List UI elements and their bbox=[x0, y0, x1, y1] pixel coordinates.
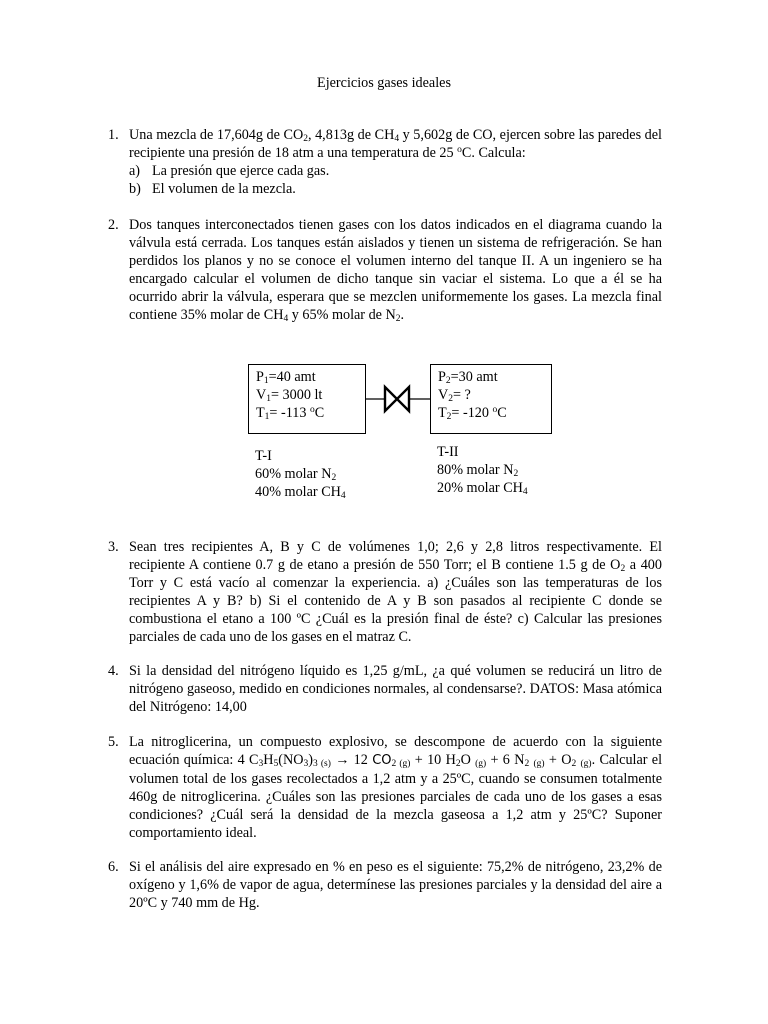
tank-2-temperature: $T_2= -120$ $^o$C bbox=[438, 405, 507, 422]
page-title: Ejercicios gases ideales bbox=[317, 75, 451, 91]
exercise-text: Sean tres recipientes A, B y C de volúmenes 1,0; 2,6 y 2,8 litros respectivamente. El recipiente A contiene 0.7 g de etano a presión de 550 Torr; el B contiene 1.5 g de $O_2$ a 400 Torr y C está vacío al comenzar la experiencia. a) ¿Cuáles son las temperaturas de los recipientes A y B? b) Si el contenido de A y B son pasados al recipiente C donde se combustiona el etano a 100 ºC ¿Cuál es la presión final de éste? c) Calcular las presiones parciales de cada uno de los gases en el matraz C. bbox=[129, 539, 662, 645]
exercise-5 bbox=[108, 733, 662, 842]
exercise-text: Una mezcla de 17,604g de $CO_2$, 4,813g de $CH_4$ y 5,602g de CO, ejercen sobre las paredes del recipiente una presión de 18 atm a una temperatura de 25 $^o$C. Calcula: a) La presión que ejerce cada gas. b) El volumen de la mezcla. bbox=[129, 127, 662, 197]
tank-1-ch4: 40% molar $CH_4$ bbox=[255, 484, 346, 501]
exercise-number: 2. bbox=[108, 217, 119, 233]
tank-2-composition bbox=[437, 443, 528, 497]
tank-1-name: T-I bbox=[255, 448, 272, 464]
sub-question-b: b) El volumen de la mezcla. bbox=[129, 181, 296, 197]
exercise-number: 4. bbox=[108, 663, 119, 679]
tank-2-n2: 80% molar $N_2$ bbox=[437, 462, 519, 479]
tank-2-name: T-II bbox=[437, 444, 459, 460]
exercise-text: Dos tanques interconectados tienen gases con los datos indicados en el diagrama cuando la válvula está cerrada. Los tanques están aislados y tienen un sistema de refrigeración. Se han perdidos los planos y no se conoce el volumen interno del tanque II. A un ingeniero se ha encargado calcular el volumen de dicho tanque sin vaciar el sistema. Lo que a él se ha ocurrido abrir la válvula, esperara que se mezclen uniformemente los gases. La mezcla final contiene 35% molar de $CH_4$ y 65% molar de $N_2$. bbox=[129, 217, 662, 324]
exercise-6 bbox=[108, 858, 662, 912]
exercise-text: Si la densidad del nitrógeno líquido es 1,25 g/mL, ¿a qué volumen se reducirá un litro de nitrógeno gaseoso, medido en condiciones normales, al condensarse?. DATOS: Masa atómica del Nitrógeno: 14,00 bbox=[129, 663, 662, 715]
exercise-number: 3. bbox=[108, 539, 119, 555]
tank-2-pressure: $P_2=30$ amt bbox=[438, 369, 498, 386]
exercise-3 bbox=[108, 538, 662, 646]
exercise-text: Si el análisis del aire expresado en % en peso es el siguiente: 75,2% de nitrógeno, 23,2% de oxígeno y 1,6% de vapor de agua, determínese las presiones parciales y la densidad del aire a 20ºC y 740 mm de Hg. bbox=[129, 859, 662, 911]
tank-1-pressure: $P_1=40$ amt bbox=[256, 369, 316, 386]
tank-1-temperature: $T_1= -113$ $^o$C bbox=[256, 405, 325, 422]
tank-2-volume: $V_2=$ ? bbox=[438, 387, 471, 404]
tank-2-ch4: 20% molar $CH_4$ bbox=[437, 480, 528, 497]
tank-1-composition bbox=[255, 447, 346, 501]
exercise-number: 5. bbox=[108, 734, 119, 750]
tank-1-n2: 60% molar $N_2$ bbox=[255, 466, 337, 483]
exercise-4 bbox=[108, 662, 662, 716]
exercise-number: 6. bbox=[108, 859, 119, 875]
sub-question-a: a) La presión que ejerce cada gas. bbox=[129, 163, 330, 179]
tank-1-volume: $V_1= 3000$ lt bbox=[256, 387, 323, 404]
exercise-number: 1. bbox=[108, 127, 119, 143]
exercise-text: La nitroglicerina, un compuesto explosivo, se descompone de acuerdo con la siguiente ecuación química: 4 $C_3H_5(NO_3)_{3 (s)} \to 12$ $CO_{2 (g)} + 10$ $H_2O$ $_{(g)}$ + 6 $N_2$ $_{(g)} + O_2$ $_{(g)}$. Calcular el volumen total de los gases recolectados a 1,2 atm y a 25ºC, cuando se consumen totalmente 460g de nitroglicerina. ¿Cuáles son las presiones parciales de cada uno de los gases a esas condiciones? ¿Cuál será la densidad de la mezcla gaseosa a 1,2 atm y 25ºC? Suponer comportamiento ideal. bbox=[129, 734, 663, 841]
